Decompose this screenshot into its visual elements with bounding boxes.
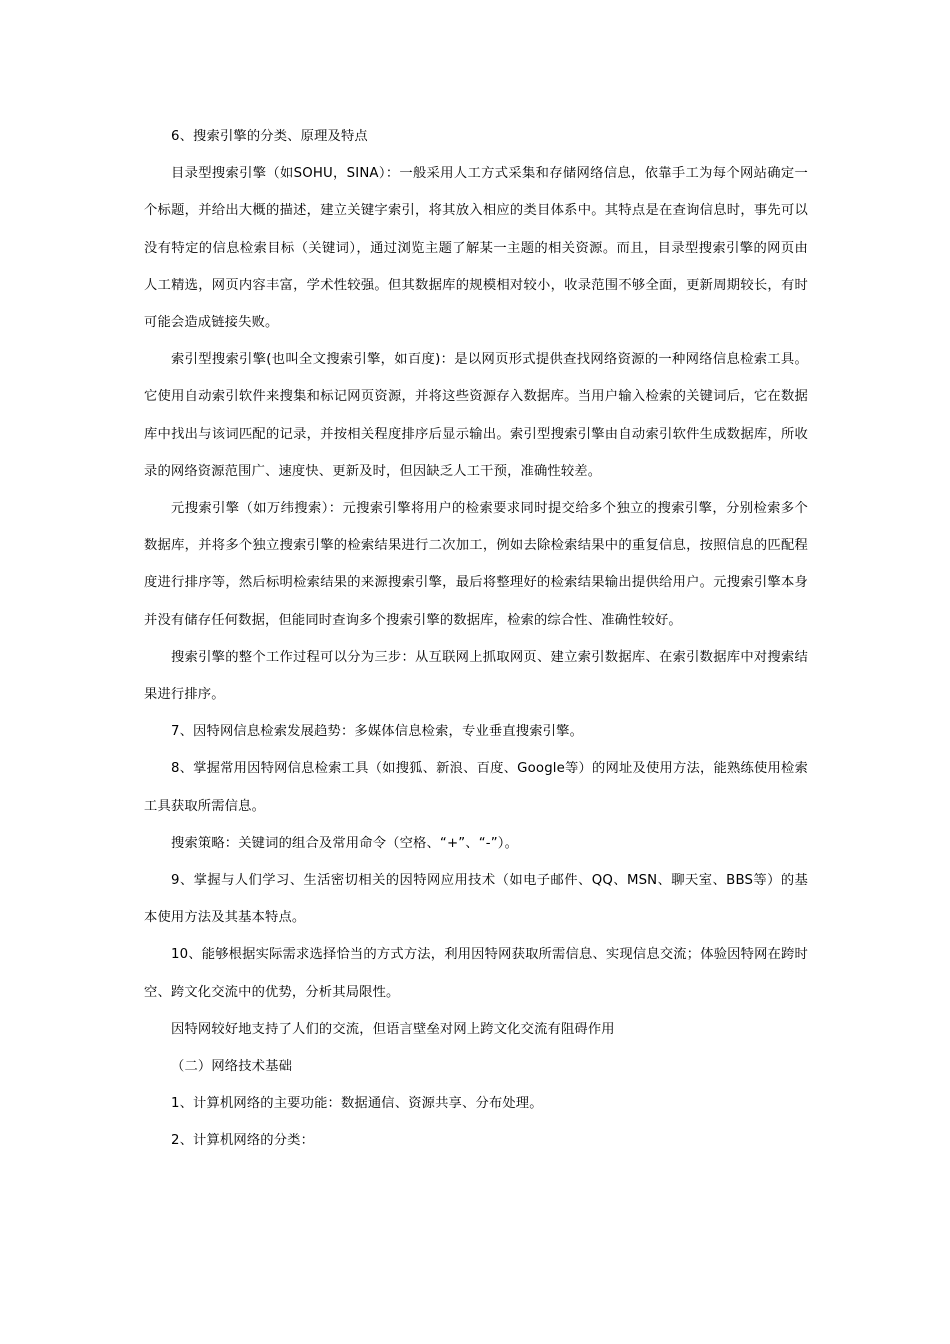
paragraph: 8、掌握常用因特网信息检索工具（如搜狐、新浪、百度、Google等）的网址及使用方法，能熟练使用检索工具获取所需信息。 [144,761,808,814]
document-page [144,118,808,1160]
paragraph: 索引型搜索引擎(也叫全文搜索引擎，如百度)：是以网页形式提供查找网络资源的一种网络信息检索工具。它使用自动索引软件来搜集和标记网页资源，并将这些资源存入数据库。当用户输入检索的关键词后，它在数据库中找出与该词匹配的记录，并按相关程度排序后显示输出。索引型搜索引擎由自动索引软件生成数据库，所收录的网络资源范围广、速度快、更新及时，但因缺乏人工干预，准确性较差。 [144,352,808,479]
paragraph: 7、因特网信息检索发展趋势：多媒体信息检索，专业垂直搜索引擎。 [171,724,584,740]
section-heading: （二）网络技术基础 [171,1059,293,1075]
paragraph: 因特网较好地支持了人们的交流，但语言壁垒对网上跨文化交流有阻碍作用 [171,1021,615,1037]
paragraph: 10、能够根据实际需求选择恰当的方式方法，利用因特网获取所需信息、实现信息交流；体验因特网在跨时空、跨文化交流中的优势，分析其局限性。 [144,947,808,1000]
paragraph: 2、计算机网络的分类： [171,1133,315,1149]
section-heading: 6、搜索引擎的分类、原理及特点 [171,129,368,144]
paragraph: 目录型搜索引擎（如SOHU，SINA）：一般采用人工方式采集和存储网络信息，依靠手工为每个网站确定一个标题，并给出大概的描述，建立关键字索引，将其放入相应的类目体系中。其特点是在查询信息时，事先可以没有特定的信息检索目标（关键词），通过浏览主题了解某一主题的相关资源。而且，目录型搜索引擎的网页由人工精选，网页内容丰富，学术性较强。但其数据库的规模相对较小，收录范围不够全面，更新周期较长，有时可能会造成链接失败。 [144,166,808,331]
paragraph: 元搜索引擎（如万纬搜索）：元搜索引擎将用户的检索要求同时提交给多个独立的搜索引擎，分别检索多个数据库，并将多个独立搜索引擎的检索结果进行二次加工，例如去除检索结果中的重复信息，按照信息的匹配程度进行排序等，然后标明检索结果的来源搜索引擎，最后将整理好的检索结果输出提供给用户。元搜索引擎本身并没有储存任何数据，但能同时查询多个搜索引擎的数据库，检索的综合性、准确性较好。 [144,501,808,628]
paragraph: 1、计算机网络的主要功能：数据通信、资源共享、分布处理。 [171,1096,543,1112]
paragraph: 搜索引擎的整个工作过程可以分为三步：从互联网上抓取网页、建立索引数据库、在索引数据库中对搜索结果进行排序。 [144,649,808,703]
paragraph: 9、掌握与人们学习、生活密切相关的因特网应用技术（如电子邮件、QQ、MSN、聊天室、BBS等）的基本使用方法及其基本特点。 [144,873,808,926]
paragraph: 搜索策略：关键词的组合及常用命令（空格、“+”、“-”）。 [171,835,519,851]
